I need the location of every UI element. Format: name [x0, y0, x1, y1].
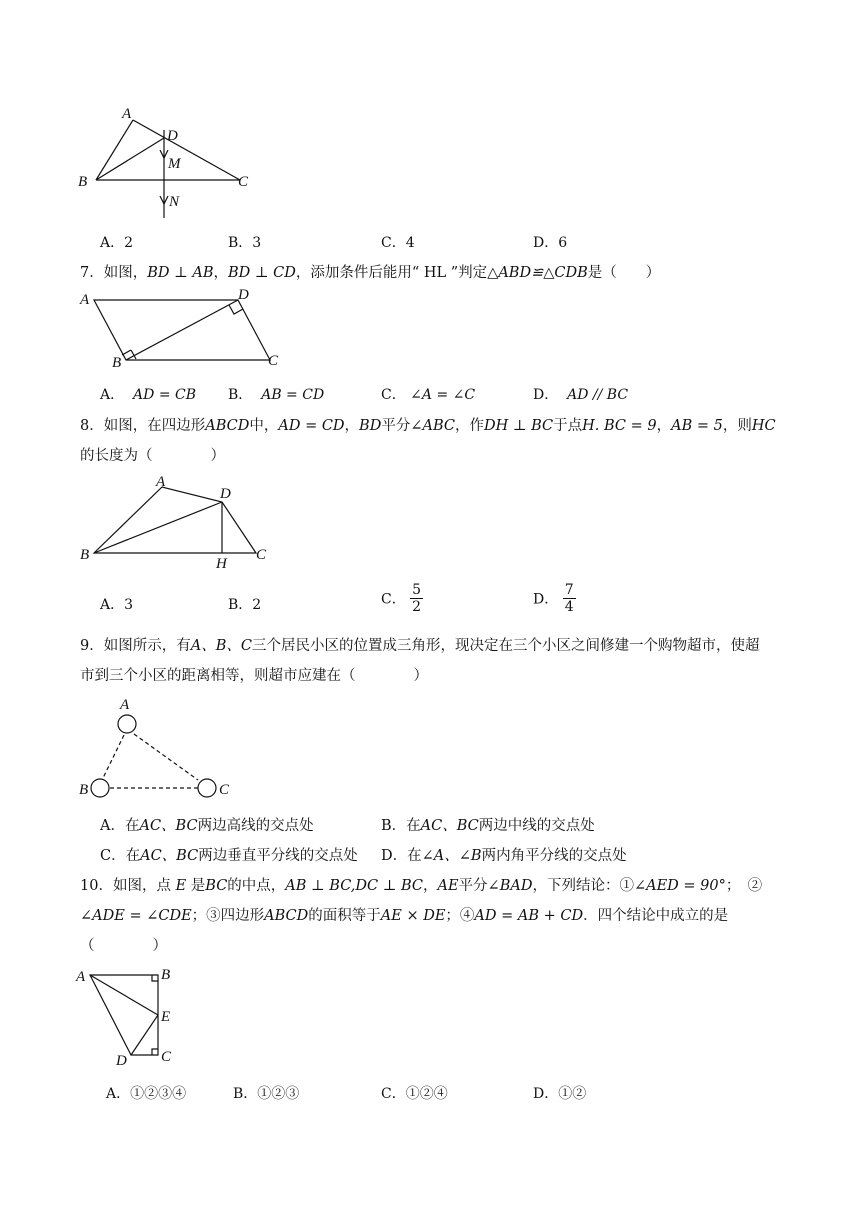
q9-label-c: C — [219, 782, 230, 798]
q9-option-b: B．在AC、BC两边中线的交点处 — [381, 818, 595, 834]
q9-option-a: A．在AC、BC两边高线的交点处 — [100, 818, 314, 834]
q10-label-b: B — [161, 967, 171, 983]
q7-option-a: A． AD = CB — [100, 387, 196, 403]
q6-label-m: M — [168, 156, 181, 172]
q7-label-c: C — [268, 353, 279, 369]
q8-stem-line2: 的长度为（ ） — [80, 448, 225, 464]
q6-label-b: B — [78, 174, 88, 190]
q7-option-c: C． ∠A = ∠C — [381, 387, 476, 403]
q7-label-d: D — [238, 287, 249, 303]
q6-option-d: D．6 — [533, 235, 568, 251]
q9-option-c: C．在AC、BC两边垂直平分线的交点处 — [100, 848, 358, 864]
q6-label-d: D — [167, 128, 178, 144]
q7-option-d: D． AD // BC — [533, 387, 629, 403]
q10-label-a: A — [76, 969, 86, 985]
q9-stem-line1: 9．如图所示，有A、B、C三个居民小区的位置成三角形，现决定在三个小区之间修建一个购物超市，使超 — [80, 638, 760, 654]
q10-stem-line1: 10．如图，点 E 是BC的中点，AB ⊥ BC,DC ⊥ BC，AE平分∠BAD，下列结论：①∠AED = 90°； ② — [80, 878, 763, 894]
q10-option-d: D．①② — [533, 1086, 587, 1102]
q7-label-b: B — [112, 355, 122, 371]
q6-label-a: A — [122, 106, 132, 122]
q6-option-b: B．3 — [228, 235, 262, 251]
q9-label-a: A — [120, 697, 130, 713]
q7-figure — [70, 285, 290, 370]
q8-option-a: A．3 — [100, 597, 134, 613]
q8-option-c: C． $\frac{5}{2}$ — [381, 582, 422, 615]
q8-label-d: D — [220, 486, 231, 502]
q6-option-c: C．4 — [381, 235, 415, 251]
q9-option-d: D．在∠A、∠B两内角平分线的交点处 — [381, 848, 627, 864]
q8-label-b: B — [80, 547, 90, 563]
q8-label-a: A — [156, 474, 166, 490]
q10-label-d: D — [116, 1053, 127, 1069]
q6-label-c: C — [238, 174, 249, 190]
q8-figure — [70, 472, 290, 572]
q9-label-b: B — [79, 782, 89, 798]
q6-label-n: N — [169, 194, 180, 210]
q10-label-e: E — [161, 1009, 171, 1025]
q10-stem-line3: （ ） — [80, 938, 167, 954]
q7-label-a: A — [80, 292, 90, 308]
q6-option-a: A．2 — [100, 235, 134, 251]
q8-option-d: D． $\frac{7}{4}$ — [533, 582, 574, 615]
q9-stem-line2: 市到三个小区的距离相等，则超市应建在（ ） — [80, 668, 428, 684]
q8-stem-line1: 8．如图，在四边形ABCD中，AD = CD，BD平分∠ABC，作DH ⊥ BC于点H. BC = 9，AB = 5，则HC — [80, 418, 776, 434]
q8-label-h: H — [216, 556, 227, 572]
q10-figure — [70, 960, 200, 1070]
q8-option-b: B．2 — [228, 597, 262, 613]
q7-option-b: B． AB = CD — [228, 387, 325, 403]
q9-figure — [70, 692, 260, 807]
q10-option-a: A．①②③④ — [106, 1086, 187, 1102]
q10-label-c: C — [161, 1049, 172, 1065]
q6-figure — [70, 100, 270, 225]
q8-label-c: C — [256, 547, 267, 563]
q10-stem-line2: ∠ADE = ∠CDE；③四边形ABCD的面积等于AE × DE；④AD = AB + CD．四个结论中成立的是 — [80, 908, 729, 924]
q10-option-c: C．①②④ — [381, 1086, 448, 1102]
q7-stem: 7．如图，BD ⊥ AB，BD ⊥ CD，添加条件后能用“ HL ”判定△ABD≌△CDB是（ ） — [80, 265, 661, 281]
q10-option-b: B．①②③ — [233, 1086, 300, 1102]
